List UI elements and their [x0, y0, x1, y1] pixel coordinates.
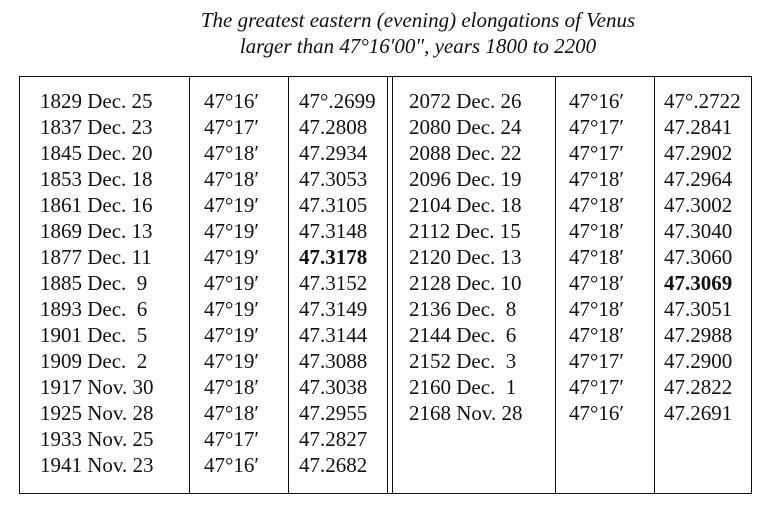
table-cell: 1909 Dec. 2: [40, 349, 148, 373]
table-cell: 2112 Dec. 15: [409, 219, 521, 243]
table-cell: 47°17′: [569, 115, 624, 139]
table-cell: 47.3069: [664, 271, 733, 295]
table-cell: 47°18′: [569, 297, 624, 321]
table-cell: 2152 Dec. 3: [409, 349, 517, 373]
table-cell: 47°18′: [204, 167, 259, 191]
table-cell: 47°16′: [204, 89, 259, 113]
table-cell: 47°17′: [569, 375, 624, 399]
table-cell: 2128 Dec. 10: [409, 271, 522, 295]
table-cell: 47°16′: [569, 401, 624, 425]
table-cell: 1941 Nov. 23: [40, 453, 154, 477]
table-cell: 47.3144: [299, 323, 368, 347]
table-cell: 47°18′: [569, 193, 624, 217]
table-cell: 47.3038: [299, 375, 368, 399]
table-cell: 1837 Dec. 23: [40, 115, 153, 139]
table-cell: 47.3178: [299, 245, 368, 269]
table-cell: 47°19′: [204, 271, 259, 295]
table-cell: 47.3002: [664, 193, 733, 217]
table-cell: 2072 Dec. 26: [409, 89, 522, 113]
table-cell: 47°.2699: [299, 89, 376, 113]
table-cell: 47.3152: [299, 271, 368, 295]
table-cell: 47°19′: [204, 193, 259, 217]
table-cell: 47°16′: [204, 453, 259, 477]
table-cell: 47°18′: [569, 245, 624, 269]
left-date-column: [40, 88, 154, 478]
left-decimal-column: [299, 88, 376, 478]
column-divider: [288, 76, 289, 494]
table-cell: 1869 Dec. 13: [40, 219, 153, 243]
center-double-divider: [387, 76, 388, 494]
column-divider: [555, 76, 556, 494]
table-cell: 1925 Nov. 28: [40, 401, 154, 425]
table-cell: 47°17′: [569, 349, 624, 373]
column-divider: [189, 76, 190, 494]
table-cell: 47.3148: [299, 219, 368, 243]
table-cell: 47.3105: [299, 193, 368, 217]
right-date-column: [409, 88, 523, 426]
table-cell: 1861 Dec. 16: [40, 193, 153, 217]
caption-line-1: The greatest eastern (evening) elongations of Venus: [200, 8, 636, 32]
table-cell: 47°18′: [204, 375, 259, 399]
table-cell: 47.3088: [299, 349, 368, 373]
table-cell: 47°18′: [569, 323, 624, 347]
table-cell: 47.3149: [299, 297, 368, 321]
table-cell: 1853 Dec. 18: [40, 167, 153, 191]
table-cell: 47.2988: [664, 323, 733, 347]
table-cell: 47°19′: [204, 323, 259, 347]
table-cell: 2096 Dec. 19: [409, 167, 522, 191]
center-double-divider: [392, 76, 393, 494]
table-cell: 47°18′: [569, 219, 624, 243]
column-divider: [654, 76, 655, 494]
right-dms-column: [569, 88, 624, 426]
table-cell: 1933 Nov. 25: [40, 427, 154, 451]
table-cell: 47.2964: [664, 167, 733, 191]
table-cell: 1885 Dec. 9: [40, 271, 148, 295]
table-cell: 1917 Nov. 30: [40, 375, 154, 399]
table-cell: 2088 Dec. 22: [409, 141, 522, 165]
table-cell: 47.2822: [664, 375, 733, 399]
table-cell: 47.2691: [664, 401, 733, 425]
table-cell: 47°17′: [204, 427, 259, 451]
table-cell: 47.2841: [664, 115, 733, 139]
table-cell: 2168 Nov. 28: [409, 401, 523, 425]
table-cell: 47°.2722: [664, 89, 741, 113]
table-cell: 2160 Dec. 1: [409, 375, 517, 399]
table-cell: 47°19′: [204, 349, 259, 373]
table-cell: 47°17′: [569, 141, 624, 165]
table-cell: 47°19′: [204, 245, 259, 269]
table-cell: 47°18′: [204, 401, 259, 425]
table-cell: 47.2827: [299, 427, 368, 451]
table-cell: 47°17′: [204, 115, 259, 139]
table-cell: 47.2934: [299, 141, 368, 165]
table-cell: 2104 Dec. 18: [409, 193, 522, 217]
right-decimal-column: [664, 88, 741, 426]
table-cell: 2080 Dec. 24: [409, 115, 522, 139]
table-cell: 1829 Dec. 25: [40, 89, 153, 113]
table-cell: 47°18′: [204, 141, 259, 165]
table-cell: 1877 Dec. 11: [40, 245, 152, 269]
caption-line-2: larger than 47°16′00″, years 1800 to 2200: [239, 34, 597, 58]
table-cell: 47°16′: [569, 89, 624, 113]
table-cell: 47.3040: [664, 219, 733, 243]
table-cell: 47°18′: [569, 271, 624, 295]
table-cell: 1901 Dec. 5: [40, 323, 148, 347]
table-cell: 47°18′: [569, 167, 624, 191]
table-cell: 47.3060: [664, 245, 733, 269]
table-cell: 1893 Dec. 6: [40, 297, 148, 321]
table-cell: 47.3053: [299, 167, 368, 191]
table-cell: 47.2955: [299, 401, 368, 425]
table-cell: 47.2808: [299, 115, 368, 139]
table-cell: 2120 Dec. 13: [409, 245, 522, 269]
table-cell: 2136 Dec. 8: [409, 297, 517, 321]
left-dms-column: [204, 88, 259, 478]
table-cell: 47.3051: [664, 297, 733, 321]
table-cell: 47.2682: [299, 453, 368, 477]
table-cell: 47°19′: [204, 219, 259, 243]
table-cell: 1845 Dec. 20: [40, 141, 153, 165]
table-cell: 47.2900: [664, 349, 733, 373]
table-cell: 2144 Dec. 6: [409, 323, 517, 347]
table-cell: 47°19′: [204, 297, 259, 321]
table-cell: 47.2902: [664, 141, 733, 165]
